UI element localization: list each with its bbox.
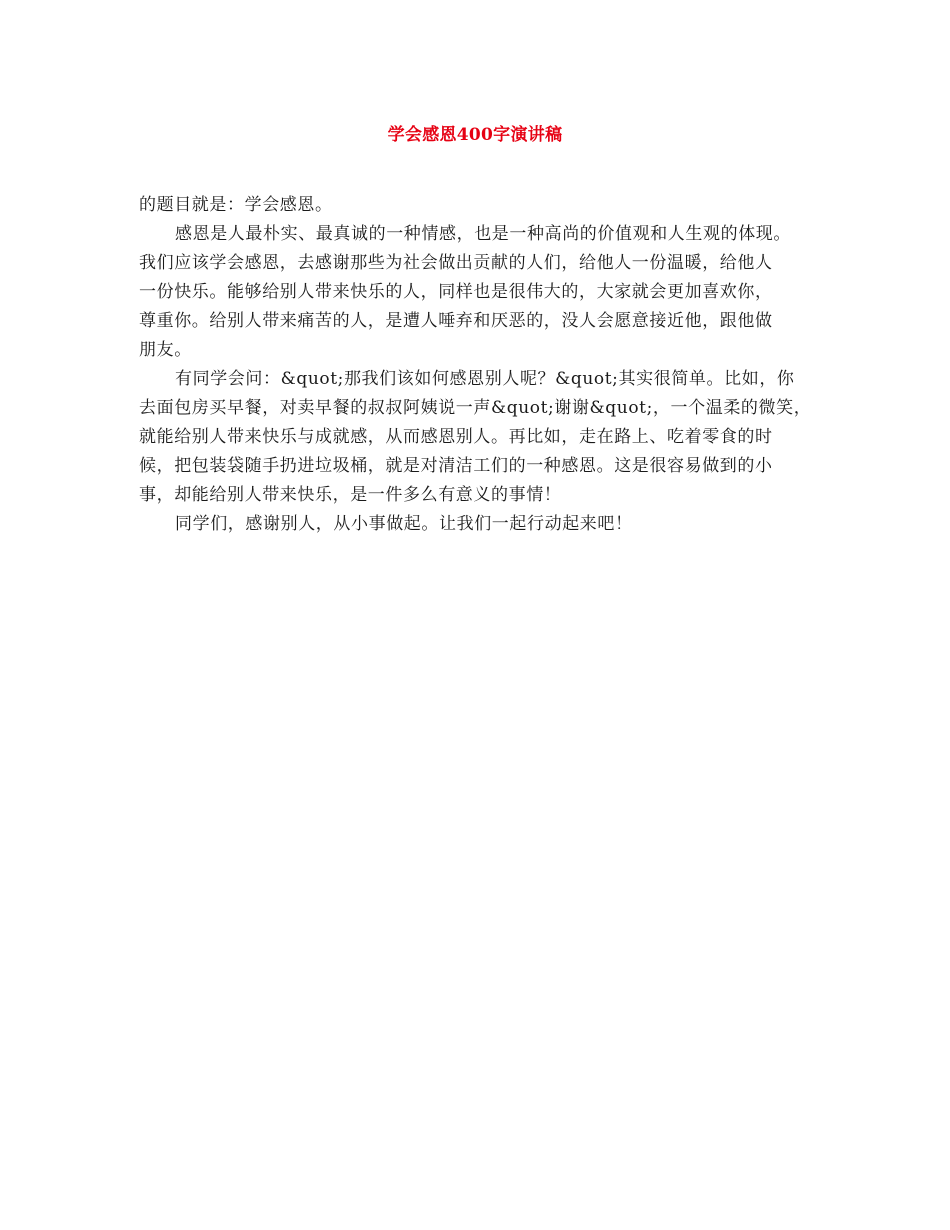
text-line: 朋友。 xyxy=(139,340,192,360)
paragraph-start-line: 感恩是人最朴实、最真诚的一种情感，也是一种高尚的价值观和人生观的体现。 xyxy=(175,224,791,244)
text-line: 我们应该学会感恩，去感谢那些为社会做出贡献的人们，给他人一份温暖，给他人 xyxy=(139,253,773,273)
paragraph-start-line: 有同学会问：&quot;那我们该如何感恩别人呢？&quot;其实很简单。比如，你 xyxy=(175,369,795,389)
text-line: 一份快乐。能够给别人带来快乐的人，同样也是很伟大的，大家就会更加喜欢你， xyxy=(139,282,773,302)
text-line: 去面包房买早餐，对卖早餐的叔叔阿姨说一声&quot;谢谢&quot;，一个温柔的微笑， xyxy=(139,398,812,418)
document-title: 学会感恩400字演讲稿 xyxy=(387,125,563,145)
text-line: 事，却能给别人带来快乐，是一件多么有意义的事情！ xyxy=(139,485,562,505)
text-line: 尊重你。给别人带来痛苦的人，是遭人唾弃和厌恶的，没人会愿意接近他，跟他做 xyxy=(139,311,773,331)
document-body xyxy=(139,191,829,539)
text-line: 就能给别人带来快乐与成就感，从而感恩别人。再比如，走在路上、吃着零食的时 xyxy=(139,427,773,447)
text-line: 的题目就是：学会感恩。 xyxy=(139,195,333,215)
text-line: 候，把包装袋随手扔进垃圾桶，就是对清洁工们的一种感恩。这是很容易做到的小 xyxy=(139,456,773,476)
paragraph-start-line: 同学们，感谢别人，从小事做起。让我们一起行动起来吧！ xyxy=(175,514,633,534)
